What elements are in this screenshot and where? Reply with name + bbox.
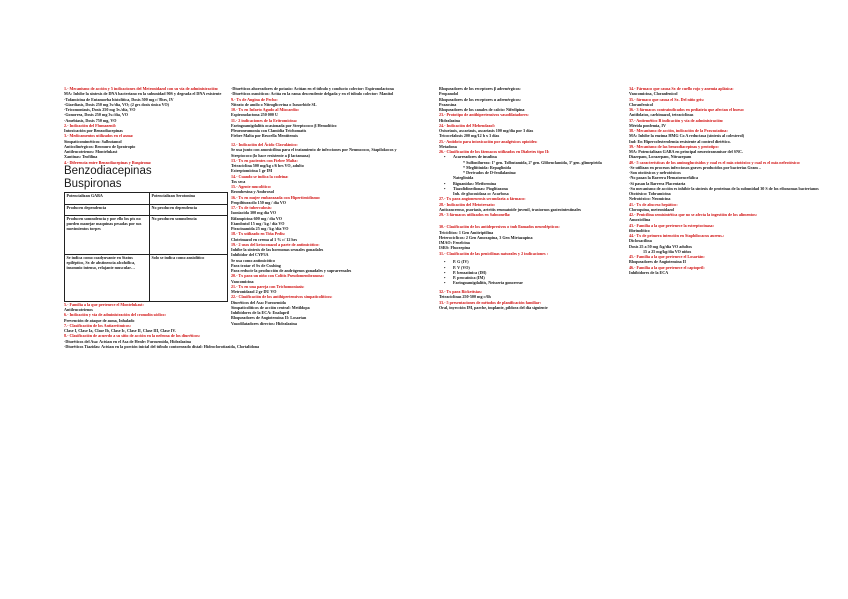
question-heading: 18.- Tx utilizado en Tiña Pedis: (231, 231, 286, 237)
question-heading: 36.- 3 fármacos contraindicados en pediatría que afectan el hueso: (629, 107, 745, 112)
question-heading: 42.- Penicilina semisintética que no se afecta la ingestión de los alimentos: (629, 212, 758, 217)
answer-line: Estreptomicina 1 gr IM (231, 168, 273, 174)
question-heading: 17.- Tx de tuberculosis: (231, 205, 272, 210)
answer-line: Antileucotrienos: Montelukast (64, 149, 118, 154)
answer-line: Piracinamida 25 mg / kg /día VO (231, 226, 289, 231)
table-cell: Se indica como coadyuvante en Status epiléptico, Sx de abstinencia alcohólica, insomnio intenso, relajante muscular… (65, 254, 150, 301)
table-row (65, 254, 228, 301)
answer-line: -Sí pasan la Barrera Placentaria (629, 180, 686, 186)
question-heading: 38.- Mecanismo de acción, indicación de la Pravastatina: (629, 128, 728, 133)
answer-line: -Diuréticos osmóticos: Actúa en la rama descendente delgada y en el túbulo colector: Manitol (231, 91, 394, 97)
answer-line: Tetraciclina 500 mg/kg c/6 hrs VO, adulto (231, 163, 304, 168)
answer-line: IMAO: Fenelcina (439, 240, 470, 245)
answer-line: Antileucotrienos (64, 307, 93, 312)
answer-line: Ototóxico: Tobramicina (629, 191, 671, 196)
benzodiacepinas-heading: Benzodiacepinas (64, 164, 152, 177)
question-heading: 27.- Tx para angioneurosis secundaria a fármaco: (439, 196, 526, 202)
answer-line: Prazosina (439, 101, 457, 107)
comparison-table (64, 192, 228, 302)
answer-line: Inhibidores de la ECA (629, 269, 669, 275)
answer-line: Diazepam, Lorazepam, Nitrazepam (629, 154, 692, 160)
question-heading: 35.- fármaco que causa el Sx. Del niño gris: (629, 96, 705, 102)
bullet-item: • Acarreadores de insulina (439, 154, 625, 159)
question-heading: 46.- Familia a la que pertenece el captopril: (629, 264, 705, 270)
answer-line: Vasodilatadores directos: Hidralazina (231, 320, 297, 326)
question-heading: 25.- Antídoto para intoxicación por analgésicos opioides: (439, 138, 538, 144)
column-1-bottom (64, 301, 260, 349)
answer-line: Tos seca (231, 178, 246, 184)
buspironas-heading: Buspironas (64, 177, 122, 190)
question-heading: 6.- Indicación y vía de administración del cromolín sódico: (64, 312, 166, 318)
table-cell: No producen dependencia (150, 204, 228, 215)
answer-line: Espironolactona 250 000 U (231, 112, 278, 118)
question-heading: 7.- Clasificación de los Antiarritmicos: (64, 322, 131, 328)
answer-line: Tricíclitos: 1 Gen Amitriptilina (439, 229, 494, 235)
answer-line: Inhibe la síntesis de las hormonas sexuales gonadales (231, 247, 324, 252)
answer-line: Mérida ponfemia, IV (629, 122, 666, 128)
question-heading: 24.- Indicación del Mebendazol: (439, 122, 495, 128)
question-heading: 16.- Tx en mujer embarazada con Hipertiroidismo: (231, 194, 321, 200)
answer-line: Tetraciclinas 250-500 mg c/6h (439, 294, 491, 300)
answer-line: -Diuréticos Tiazidas: Actúan en la porción inicial del túbulo contorneado distal: Hidroclorotiazida, Clortalidona (64, 343, 260, 349)
answer-line: Bloqueadores de los receptores α adrenérgicos: (439, 96, 521, 102)
answer-line: * Megliitinida: Repaglinida (463, 164, 511, 170)
table-cell: Producen somnolencia y por ello los pts no pueden manejar maquinas pesadas por sus movimientos torpes (65, 215, 150, 254)
question-heading: 20.- Tx para un niño con Colitis Pseudomembranosa: (231, 273, 324, 279)
question-heading: 26.- Clasificación de los fármacos utilizados en Diabetes tipo II: (439, 149, 550, 154)
answer-line: Clotrimazol en crema al 1 % c/ 12 hrs (231, 236, 298, 242)
question-heading: 11.- 2 indicaciones de la Eritromicina: (231, 117, 298, 123)
answer-line: fibrinolítico (629, 227, 650, 233)
question-heading: 19.- 2 usos del ketoconazol a parte de antimicótico: (231, 241, 320, 247)
answer-line: -Diuréticos ahorradores de potasio: Actúan en el túbulo y conducto colector: Espironolactona (231, 86, 394, 91)
question-heading: 1.- Mecanismo de acción y 5 indicaciones del Metronidazol con su vía de administración: (64, 86, 219, 91)
bullet-item: • Biguanidas: Metformina (439, 181, 625, 186)
question-heading: 30.- Clasificación de los antidepresivos o tmb llamados neurolépticos: (439, 224, 560, 230)
question-heading: 31.- Clasificación de las penicilinas naturales y 2 indicaciones : (439, 250, 548, 256)
question-heading: 5.- Familia a la que pertenece el Montelukast: (64, 301, 144, 307)
question-heading: 28.- Indicación del Metotrexato: (439, 201, 496, 207)
answer-line: -No pasan la Barrera Hematoencefálica (629, 175, 699, 181)
answer-line: Isoniacida 300 mg día VO (231, 210, 277, 216)
answer-line: Bloqueadores de Angiotensina II (629, 259, 686, 265)
question-heading: 43.- Familia a la que pertenece la estreptocinasa: (629, 222, 714, 228)
question-heading: 40.- 5 características de los aminoglucósidos y cual es el más ototóxico y cual es el más nefrotóxico: (629, 159, 801, 165)
answer-line: Clase I, Clase Ia, Clase Ib, Clase Ic, Clase II, Clase III, Clase IV. (64, 328, 176, 333)
answer-line: Inhibidores de la ECA: Enalapril (231, 310, 290, 315)
table-cell: No producen somnolencia (150, 215, 228, 254)
answer-line: 15 a 25 mg/kg/día VO niños (643, 248, 692, 254)
answer-line: Bloqueadores de los canales de calcio: Nifedipina (439, 107, 525, 112)
bullet-item: • P. V (VO) (439, 265, 625, 270)
answer-line: Para reducir la producción de andrógenos gonadales y suprarrenales (231, 268, 352, 273)
answer-line: Inhibidor del CYP3A (231, 252, 269, 258)
question-heading: 10.- Tx en Infarto Agudo al Miocardio: (231, 107, 300, 112)
answer-line: Dicloxacilina (629, 238, 652, 244)
answer-line: Oral, inyección IM, parche, implante, píldora del día siguiente (439, 304, 548, 310)
question-heading: 4.- Diferencia entre Benzodiacepinas y Buspirona: (64, 159, 152, 165)
answer-line: -Su mecanismo de acción es inhibir la síntesis de proteínas de la subunidad 30 S de los ribosomas bacterianos (629, 185, 819, 191)
answer-line: Anticanceroso, psoriasis, artritis reumatoide juvenil, trastornos gastrointestinales (439, 206, 582, 212)
answer-line: Rifampicina 600 mg / día VO (231, 215, 282, 221)
answer-line: Heterocíclicos: 2 Gen Amoxapina, 3 Gen Mirtazapina (439, 234, 533, 240)
answer-line: MA: Inhibe la síntesis de DNA bacteriano en la subunidad 90S y degrada el DNA existente (64, 91, 222, 97)
answer-line: Simpaticolíticos de acción central: Metildopa (231, 304, 310, 310)
question-heading: 14.- Cuando se indica la codeína: (231, 173, 289, 179)
answer-line: Ind: En Hipercolesterolemia resistente al control dietético. (629, 138, 731, 144)
answer-line: -Son ototóxicos y nefrotóxicos (629, 170, 681, 175)
question-heading: 3.- Medicamentos utilizados en el asma: (64, 133, 134, 139)
question-heading: 37.- Antiemético B indicación y vía de administración: (629, 117, 724, 123)
answer-line: Antifolatos, carbimazol, tetraciclinas (629, 112, 694, 118)
column-2 (231, 86, 419, 326)
bullet-item: • Faringoamigdalitis, Neisseria gonorreae (439, 280, 625, 285)
answer-line: -Se utilizan en procesos infecciosos graves producidos por bacterias Gram – (629, 164, 761, 170)
answer-line: Vancomicina, Cloranfenicol (629, 91, 678, 97)
answer-line: Intoxicación por Benzodiacepinas (64, 128, 123, 133)
answer-line: Cloroquina, metronidazol (629, 206, 675, 212)
question-heading: 2.- Indicación del Flumazenil: (64, 122, 117, 128)
answer-line: Faringoamigdalitis ocasionada por Streptococo β Hemolítico (231, 122, 337, 128)
answer-line: Nefrotóxico: Neomicina (629, 196, 671, 202)
answer-line: -Gonorrea, Dosis 250 mg 3v./día, VO (64, 112, 128, 118)
question-heading: 22.- Clasificación de los antihipertensivos simpaticolíticos: (231, 294, 333, 300)
answer-line: Simpaticomiméticos: Salbutamol (64, 138, 122, 144)
bullet-item: • P. benzatínica (IM) (439, 270, 625, 275)
answer-line: -Diuréticos del Asa: Actúan en el Asa de Henle: Furosemida, Hidralazina (64, 338, 191, 344)
column-3 (439, 86, 625, 310)
column-1-top (64, 86, 232, 165)
table-row (65, 204, 228, 215)
answer-line: Tricocefalosis 200 mg/12 h x 3 días (439, 133, 500, 139)
question-heading: 44.- Tx de primera intención en Staphilocacus aureus.: (629, 233, 725, 238)
answer-line: -Tricomoniasis, Dosis 250 mg 3v./día, VO (64, 107, 136, 112)
table-row (65, 192, 228, 204)
answer-line: Cloranfenicol (629, 101, 653, 107)
answer-line: -Giardiasis, Dosis 250 mg 3v/día, VO; (2 grs dosis única VO) (64, 101, 169, 107)
answer-line: Para tratar el Sx de Cushing (231, 262, 281, 268)
answer-line: Fiebre Malta por Brucella Mentitensis (231, 133, 298, 139)
question-heading: 12.- Indicación del Ácido Clavulánico: (231, 142, 298, 147)
question-heading: 13.- Tx en pacientes con Fiebre Malta: (231, 157, 298, 163)
answer-line: Hidralazina (439, 117, 460, 123)
question-heading: 23.- Prototipo de antihipertensivos vasodilatadores: (439, 112, 529, 118)
question-heading: 21.- Tx en una pareja con Trichomoniasis: (231, 283, 305, 289)
question-heading: 41.- Tx de absceso hepático: (629, 201, 678, 207)
answer-line: Amoxicilina (629, 217, 651, 223)
table-cell: Potencializan GABA (65, 192, 150, 204)
answer-line: Nateglinida (453, 175, 474, 181)
answer-line: Se usa como antimicótico (231, 257, 276, 263)
answer-line: Oxiuriasis, ascariasis, ascariasis 100 mg/día por 3 días (439, 128, 534, 133)
answer-line: Propiltiuracilo 150 mg / día VO (231, 199, 286, 205)
question-heading: 8.- Clasificación de acuerdo a su sitio de acción en la nefrona de los diuréticos: (64, 333, 201, 339)
question-heading: 39.- Mecanismo de las benzodiacepinas y prototipo: (629, 143, 719, 149)
answer-line: Metadona (439, 143, 457, 149)
answer-line: ISRS: Fluoxepina (439, 245, 471, 251)
answer-line: Bloqueadores de Angiotensina II: Losartan (231, 315, 307, 321)
question-heading: 33.- 5 presentaciones de métodos de planificación familiar: (439, 299, 542, 305)
answer-line: Etambutol 15 mg / kg / día VO (231, 220, 285, 226)
answer-line: Bloqueadores de los receptores β adrenérgicos: (439, 86, 521, 91)
bullet-item: • P. G (IV) (439, 259, 625, 264)
answer-line: Propanolol (439, 91, 459, 97)
answer-line: MA: Potencializan GABA en principal neurotransmisor del SNC. (629, 149, 744, 154)
answer-line: Pleuroneumonía con Clamidia Trichomatis (231, 128, 307, 133)
bullet-item: • P. procaínica (IM) (439, 275, 625, 280)
answer-line: Vancomicina (231, 278, 254, 284)
answer-line: Inh. de glucosidasa α: Acarbosa (453, 191, 509, 196)
answer-line: -Amebiasis, Dosis 750 mg, VO (64, 117, 117, 123)
question-heading: 45.- Familia a la que pertenece el Losartán: (629, 254, 705, 259)
table-cell: Potencializan Serotonina (150, 192, 228, 204)
answer-line: Se usa junto con amoxicilina para el tratamiento de infecciones por Neumococo, Stapilokocos y (231, 147, 397, 153)
table-cell: Producen dependencia (65, 204, 150, 215)
answer-line: Xantinas: Teofilina (64, 154, 98, 160)
question-heading: 34.- Fármaco que causa Sx de cuello rojo y anemia aplásica: (629, 86, 734, 91)
column-4 (629, 86, 819, 275)
answer-line: * Derivados de D-fenilalanina: (463, 170, 517, 175)
answer-line: Nitrato de amilo o Nitroglicerina o Isosorbide SL (231, 101, 317, 107)
answer-line: Bromhexina y Ambroxol (231, 189, 275, 195)
question-heading: 9.- Tx de Angina de Pecho: (231, 96, 278, 102)
answer-line: Prevención de ataque de asma, Inhalado (64, 317, 135, 323)
answer-line: * Sulfonilureas: 1º gen. Tolbutamida, 2º gen. Glibenclamida, 3º gen. glimepirida (463, 159, 602, 165)
answer-line: Diuréticos del Asa: Furosemida (231, 299, 286, 305)
table-cell: Solo se indica como ansiolítico (150, 254, 228, 301)
answer-line: Dosis 25 a 50 mg /kg/día VO adultos (629, 243, 692, 249)
answer-line: Streptococo (lo hace resistente a β lactamasa) (231, 152, 310, 158)
question-heading: 29.- 3 fármacos utilizados en Salmonella: (439, 212, 511, 217)
bullet-item: • Tiazolidinedionas: Pioglitazona (439, 186, 625, 191)
answer-line: Metronidazol 2 gr DU VO (231, 289, 277, 294)
table-row (65, 215, 228, 254)
question-heading: 15.- Agente mucolítico: (231, 184, 272, 189)
answer-line: Anticolinérgicos: Bromuro de Ipratropio (64, 143, 136, 149)
question-heading: 32.- Tx para Rickettsias: (439, 289, 482, 294)
answer-line: -Tofamicina de Entamoeba histolítica, Dosis 500 mg c/ 8hrs, IV (64, 96, 174, 102)
answer-line: MA: Inhibe la enzima HMG Co A reductasa (síntesis al colesterol) (629, 133, 745, 139)
